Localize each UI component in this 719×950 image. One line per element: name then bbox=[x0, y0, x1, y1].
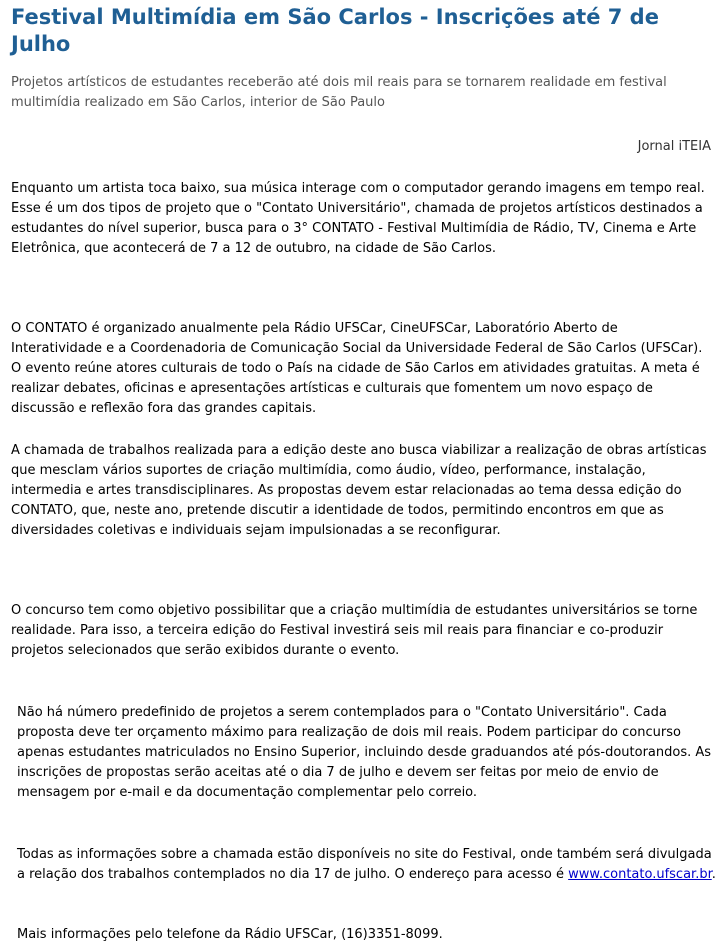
article-paragraph-3: A chamada de trabalhos realizada para a edição deste ano busca viabilizar a realização de obras artísticas que mesclam vários suportes de criação multimídia, como áudio, vídeo, performance, instalação, intermedia e artes transdisciplinares. As propostas devem estar relacionadas ao tema dessa edição do CONTATO, que, neste ano, pretende discutir a identidade de todos, permitindo encontros em que as diversidades coletivas e individuais sejam impulsionadas a se reconfigurar. bbox=[11, 443, 707, 538]
article-paragraph-1: Enquanto um artista toca baixo, sua música interage com o computador gerando imagens em tempo real. Esse é um dos tipos de projeto que o "Contato Universitário", chamada de projetos artísticos destinados a estudantes do nível superior, busca para o 3° CONTATO - Festival Multimídia de Rádio, TV, Cinema e Arte Eletrônica, que acontecerá de 7 a 12 de outubro, na cidade de São Carlos. bbox=[11, 181, 705, 256]
festival-site-link[interactable]: www.contato.ufscar.br bbox=[568, 867, 712, 882]
article-paragraph-5: Não há número predefinido de projetos a serem contemplados para o "Contato Universitário". Cada proposta deve ter orçamento máximo para realização de dois mil reais. Podem participar do concurso apenas estudantes matriculados no Ensino Superior, incluindo desde graduandos até pós-doutorandos. As inscrições de propostas serão aceitas até o dia 7 de julho e devem ser feitas por meio de envio de mensagem por e-mail e da documentação complementar pelo correio. bbox=[17, 705, 712, 800]
article-paragraph-info bbox=[17, 845, 717, 885]
article-paragraph-2: O CONTATO é organizado anualmente pela Rádio UFSCar, CineUFSCar, Laboratório Aberto de Interatividade e a Coordenadoria de Comunicação Social da Universidade Federal de São Carlos (UFSCar). O evento reúne atores culturais de todo o País na cidade de São Carlos em atividades gratuitas. A meta é realizar debates, oficinas e apresentações artísticas e culturais que fomentem um novo espaço de discussão e reflexão fora das grandes capitais. bbox=[11, 321, 703, 416]
info-text: Todas as informações sobre a chamada estão disponíveis no site do Festival, onde também será divulgada a relação dos trabalhos contemplados no dia 17 de julho. O endereço para acesso é bbox=[17, 847, 712, 882]
article-source: Jornal iTEIA bbox=[637, 139, 711, 154]
article-title: Festival Multimídia em São Carlos - Inscrições até 7 de Julho bbox=[11, 5, 659, 56]
article-paragraph-4: O concurso tem como objetivo possibilitar que a criação multimídia de estudantes universitários se torne realidade. Para isso, a terceira edição do Festival investirá seis mil reais para financiar e co-produzir projetos selecionados que serão exibidos durante o evento. bbox=[11, 603, 698, 658]
info-end: . bbox=[711, 867, 716, 882]
article-contact: Mais informações pelo telefone da Rádio UFSCar, (16)3351-8099. bbox=[17, 927, 443, 942]
article-lead: Projetos artísticos de estudantes receberão até dois mil reais para se tornarem realidade em festival multimídia realizado em São Carlos, interior de São Paulo bbox=[11, 75, 667, 110]
